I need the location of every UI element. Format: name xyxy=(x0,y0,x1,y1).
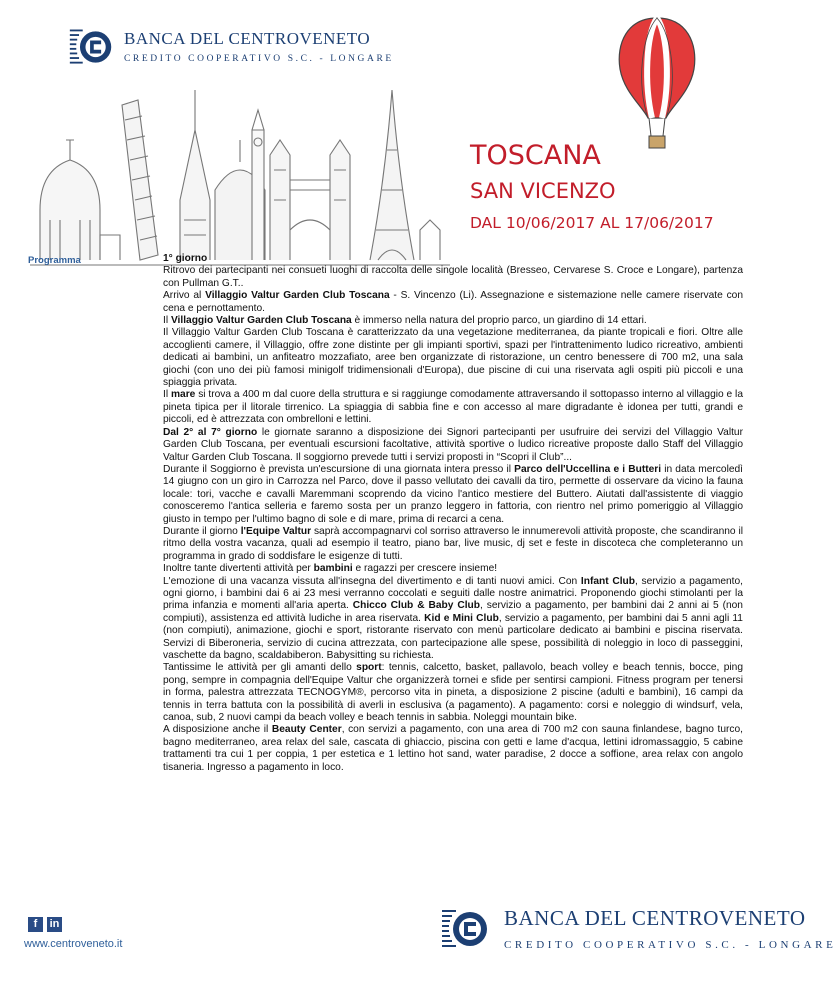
paragraph: L'emozione di una vacanza vissuta all'insegna del divertimento e di tanti nuovi amici. Con Infant Club, servizio a pagamento, ogni giorno, i bambini dai 6 ai 23 mesi verranno coccolati e seguiti dalle nostre animatrici. Proponendo giochi stimolanti per la prima infanzia e momenti all'aria aperta. Chicco Club & Baby Club, servizio a pagamento, per bambini dai 2 anni ai 5 (non compiuti), assistenza ed attività ludiche in area riservata. Kid e Mini Club, servizio a pagamento, per bambini dai 5 anni agli 11 (non compiuti), animazione, giochi e sport, ristorante riservato con menù particolare dedicato ai bambini e piscina riservata. Servizi di Biberoneria, servizio di cucina attrezzata, con partecipazione alle spese, possibilità di noleggio in loco di passeggini, vaschette da bagno, scaldabiberon. Babysitting su richiesta. xyxy=(163,575,743,661)
paragraph: Durante il giorno l'Equipe Valtur saprà accompagnarvi col sorriso attraverso le innumerevoli attività proposte, che scandiranno il ritmo della vostra vacanza, quali ad esempio il teatro, piano bar, live music, dj set e feste in discoteca che completeranno un programma in grado di soddisfare le esigenze di tutti. xyxy=(163,525,743,562)
program-content xyxy=(163,253,743,774)
bank-emblem-icon xyxy=(440,904,490,954)
website-link[interactable]: www.centroveneto.it xyxy=(24,938,123,950)
bank-name: BANCA DEL CENTROVENETO xyxy=(124,29,371,48)
paragraph: Dal 2° al 7° giorno le giornate saranno a disposizione dei Signori partecipanti per usufruire dei servizi del Villaggio Valtur Garden Club Toscana, per eventuali escursioni facoltative, attività sportive o ludico ricreative proposte dallo Staff del Villaggio Valtur Garden Club Toscana. Il soggiorno prevede tutti i servizi proposti in “Scopri il Club”... xyxy=(163,426,743,463)
hot-air-balloon-illustration xyxy=(612,14,702,154)
paragraph: Il mare si trova a 400 m dal cuore della struttura e si raggiunge comodamente attraversando il sottopasso interno al villaggio e la pineta tipica per il litorale tirrenico. La spiaggia di sabbia fine e con accesso al mare digradante è idonea per tutti, grandi e piccoli, ed è attrezzata con ombrelloni e lettini. xyxy=(163,389,743,426)
social-links xyxy=(28,917,62,932)
bank-name: BANCA DEL CENTROVENETO xyxy=(504,905,806,930)
facebook-icon[interactable]: f xyxy=(28,917,43,932)
trip-title-block xyxy=(470,142,760,232)
bank-subtitle: CREDITO COOPERATIVO S.C. - LONGARE xyxy=(504,938,836,951)
europe-skyline-illustration xyxy=(30,60,450,270)
trip-place: SAN VICENZO xyxy=(470,179,616,203)
paragraph: Inoltre tante divertenti attività per bambini e ragazzi per crescere insieme! xyxy=(163,563,498,575)
paragraph: Tantissime le attività per gli amanti dello sport: tennis, calcetto, basket, pallavolo, beach volley e beach tennis, bocce, ping pong, sempre in compagnia dell'Equipe Valtur che organizzerà tornei e sfide per sentirsi campioni. Fitness program per tenersi in forma, palestra attrezzata TECNOGYM®, percorso vita in pineta, a disposizione 2 piscine (adulti e bambini), 16 campi da tennis in terra battuta con la possibilità di averli in esclusiva (a pagamento). A pagamento: corsi e noleggio di windsurf, vela, canoa, sub, 2 nuovi campi da beach volley e beach tennis in sabbia. Noleggi mountain bike. xyxy=(163,662,744,724)
day-heading: 1° giorno xyxy=(163,253,208,264)
trip-region: TOSCANA xyxy=(470,140,601,171)
paragraph: A disposizione anche il Beauty Center, con servizi a pagamento, con una area di 700 m2 con sauna finlandese, bagno turco, bagno mediterraneo, area relax del sale, cascata di ghiaccio, piscina con getti e lame d'acqua, lettini idromassaggio, 5 cabine trattamenti tra cui 1 per coppia, 1 per estetica e 1 lettino hot sand, water paradise, 2 docce a soffione, area relax con angolo tisaneria. Ingresso a pagamento in loco. xyxy=(163,724,743,773)
trip-dates: DAL 10/06/2017 AL 17/06/2017 xyxy=(470,214,714,232)
paragraph: Ritrovo dei partecipanti nei consueti luoghi di raccolta delle singole località (Bresseo, Cervarese S. Croce e Longare), partenza con Pullman G.T.. xyxy=(163,265,743,289)
paragraph: Durante il Soggiorno è prevista un'escursione di una giornata intera presso il Parco dell'Uccellina e i Butteri in data mercoledì 14 giugno con un giro in Carrozza nel Parco, dove il passo vellutato dei cavalli da tiro, permette di osservare da vicino la fauna locale: tori, vacche e cavalli Maremmani scoprendo da vicino l'antico mestiere del Buttero. Aiutati dall'assistente di viaggio conosceremo l'antica selleria e faremo sosta per un pranzo leggero in fattoria, con rientro nel primo pomeriggio al Villaggio giusto in tempo per l'ultimo bagno di sole e di mare, prima di recarci a cena. xyxy=(163,463,743,525)
bank-logo-footer xyxy=(440,904,836,954)
linkedin-icon[interactable]: in xyxy=(47,917,62,932)
paragraph: Il Villaggio Valtur Garden Club Toscana è immerso nella natura del proprio parco, un giardino di 14 ettari. xyxy=(163,315,647,327)
paragraph: Il Villaggio Valtur Garden Club Toscana è caratterizzato da una vegetazione mediterranea, da piante tropicali e fiori. Oltre alle accoglienti camere, il Villaggio, offre zone distinte per gli impianti sportivi, spazi per l'intrattenimento ludico ricreativo, ambienti dedicati ai bambini, un anfiteatro mozzafiato, aree ben organizzate di ristorazione, un centro benessere di 700 m2, una sala giochi (con uno dei più famosi minigolf tridimensionali d'Europa), due piscine di cui una riservata agli ospiti più piccoli e una spiaggia privata. xyxy=(163,327,743,389)
bank-subtitle: CREDITO COOPERATIVO S.C. - LONGARE xyxy=(124,54,394,64)
section-label-programma: Programma xyxy=(28,255,81,266)
paragraph: Arrivo al Villaggio Valtur Garden Club Toscana - S. Vincenzo (Li). Assegnazione e sistemazione nelle camere riservate con cena e pernottamento. xyxy=(163,290,744,314)
